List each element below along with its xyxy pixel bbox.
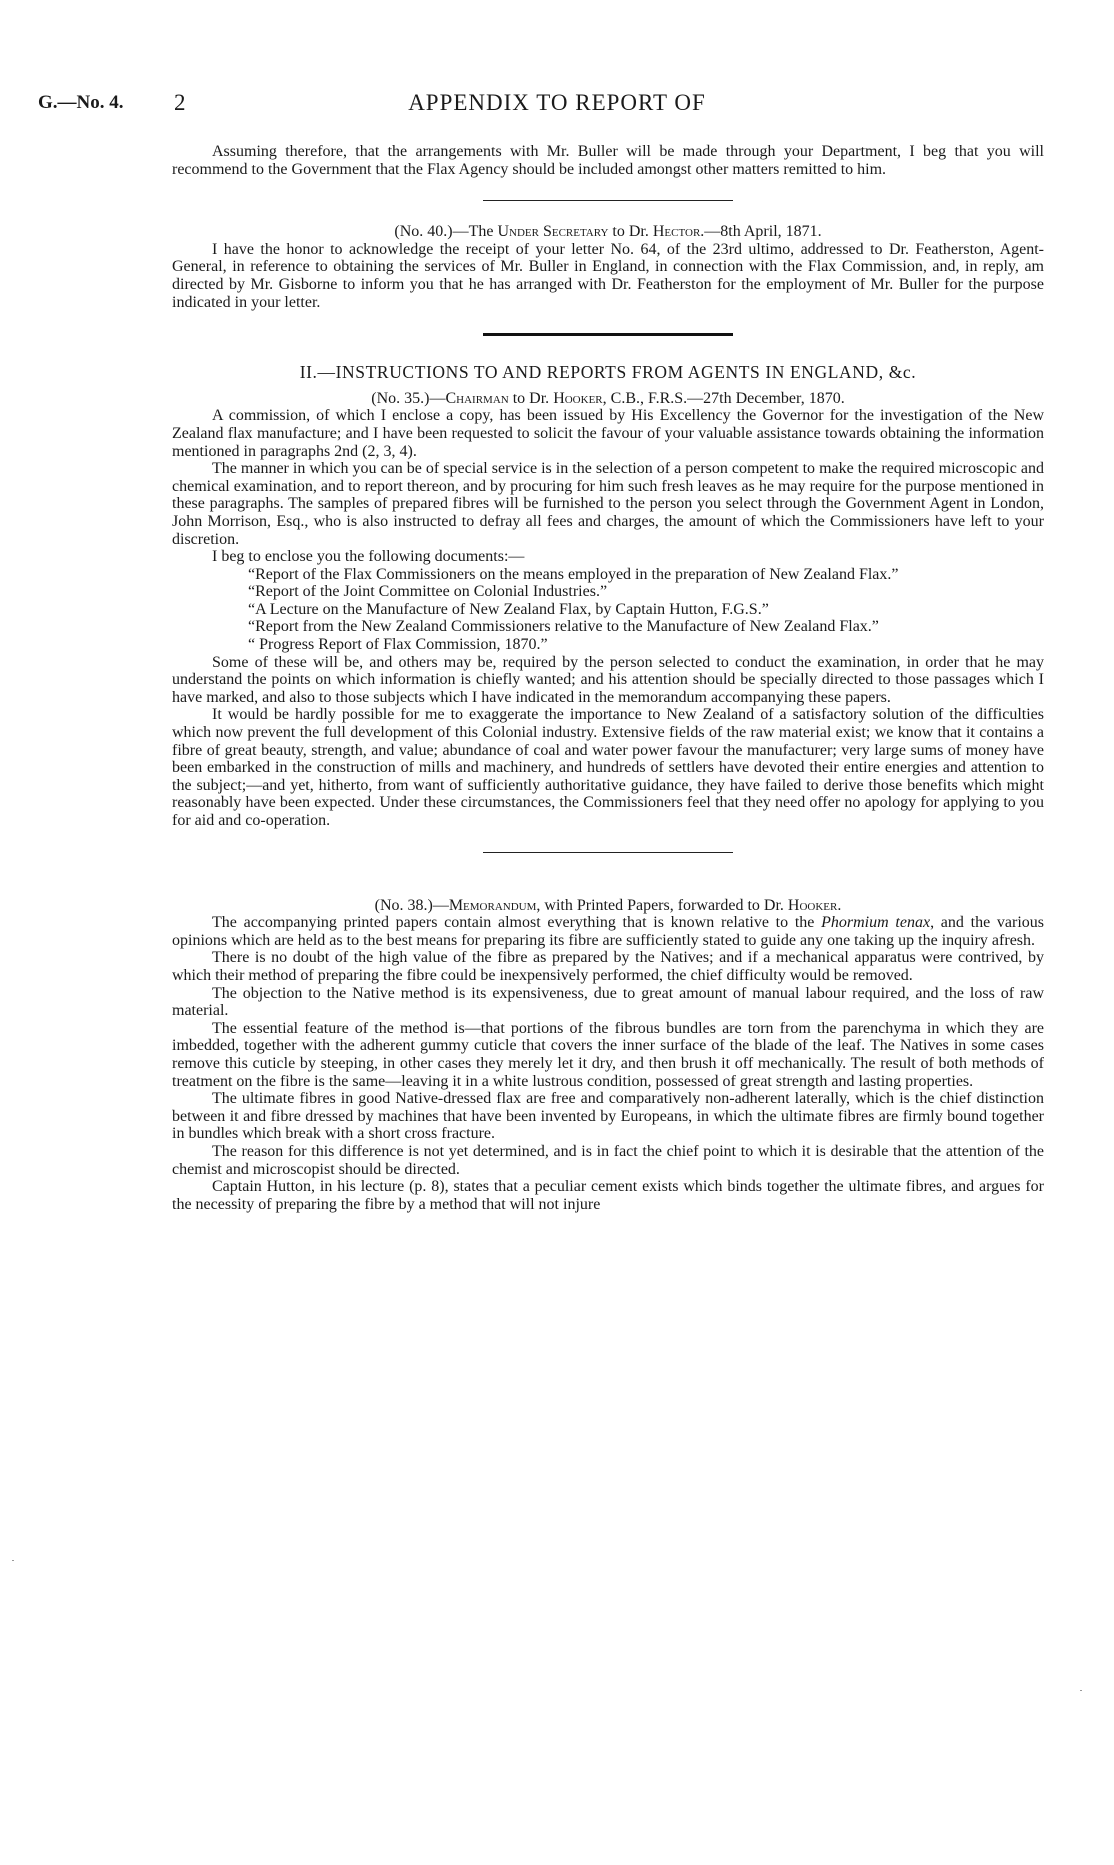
enclosed-document-item: “ Progress Report of Flax Commission, 1870.”: [248, 636, 548, 654]
scan-speck: [12, 1560, 14, 1561]
species-name: Phormium tenax: [821, 914, 931, 932]
intro-paragraph: Assuming therefore, that the arrangements with Mr. Buller will be made through your Department, I beg that you will recommend to the Government that the Flax Agency should be included amongst other matters remitted to him.: [172, 143, 1044, 178]
memo-paragraph: The reason for this difference is not yet determined, and is in fact the chief point to which it is desirable that the attention of the chemist and microscopist should be directed.: [172, 1142, 1044, 1178]
memo-paragraph: The ultimate fibres in good Native-dressed flax are free and comparatively non-adherent laterally, which is the chief distinction between it and fibre dressed by machines that have been invented by Europeans, in which the ultimate fibres are firmly bound together in bundles which break with a short cross fracture.: [172, 1090, 1044, 1143]
memo-38-heading: (No. 38.)—Memorandum, with Printed Papers, forwarded to Dr. Hooker.: [374, 896, 842, 914]
running-title: APPENDIX TO REPORT OF: [408, 90, 706, 115]
memo-paragraph: There is no doubt of the high value of the fibre as prepared by the Natives; and if a mechanical apparatus were contrived, by which their method of preparing the fibre could be inexpensively performed, the chief difficulty would be removed.: [172, 949, 1044, 984]
document-reference: G.—No. 4.: [38, 92, 124, 113]
letter-35-paragraph: Some of these will be, and others may be, required by the person selected to conduct the examination, in order that he may understand the points on which information is chiefly wanted; and his attention should be specially directed to those passages which I have marked, and also to those subjects which I have indicated in the memorandum accompanying these papers.: [172, 653, 1044, 706]
letter-35-paragraph: A commission, of which I enclose a copy, has been issued by His Excellency the Governor for the investigation of the New Zealand flax manufacture; and I have been requested to solicit the favour of your valuable assistance towards obtaining the information mentioned in paragraphs 2nd (2, 3, 4).: [172, 407, 1044, 460]
letter-40-heading: (No. 40.)—The Under Secretary to Dr. Hector.—8th April, 1871.: [394, 223, 822, 241]
enclosed-document-item: “Report of the Joint Committee on Colonial Industries.”: [248, 583, 608, 601]
scan-speck: [1080, 1690, 1082, 1691]
page-body: [172, 143, 1044, 1213]
memo-paragraph: The essential feature of the method is—that portions of the fibrous bundles are torn from the parenchyma in which they are imbedded, together with the adherent gummy cuticle that covers the inner surface of the blade of the leaf. The Natives in some cases remove this cuticle by steeping, in other cases they merely let it dry, and then brush it off mechanically. The result of both methods of treatment on the fibre is the same—leaving it in a white lustrous condition, possessed of great strength and lasting properties.: [172, 1019, 1044, 1090]
letter-35-paragraph: The manner in which you can be of special service is in the selection of a person competent to make the required microscopic and chemical examination, and to report thereon, and by procuring for him such fresh leaves as he may require for the purpose mentioned in these paragraphs. The samples of prepared fibres will be furnished to the person you select through the Government Agent in London, John Morrison, Esq., who is also instructed to defray all fees and charges, the amount of which the Commissioners have left to your discretion.: [172, 460, 1044, 548]
letter-40-body: I have the honor to acknowledge the receipt of your letter No. 64, of the 23rd ultimo, addressed to Dr. Featherston, Agent-General, in reference to obtaining the services of Mr. Buller in England, in connection with the Flax Commission, and, in reply, am directed by Mr. Gisborne to inform you that he has arranged with Dr. Featherston for the employment of Mr. Buller for the purpose indicated in your letter.: [172, 240, 1044, 311]
section-heading: II.—INSTRUCTIONS TO AND REPORTS FROM AGENTS IN ENGLAND, &c.: [299, 362, 917, 383]
enclosed-document-item: “Report from the New Zealand Commissioners relative to the Manufacture of New Zealand Flax.”: [248, 618, 879, 636]
letter-35-paragraph: It would be hardly possible for me to exaggerate the importance to New Zealand of a satisfactory solution of the difficulties which now prevent the full development of this Colonial industry. Extensive fields of the raw material exist; we know that it contains a fibre of great beauty, strength, and value; abundance of coal and water power favour the manufacturer; very large sums of money have been embarked in the construction of mills and machinery, and hundreds of settlers have devoted their entire energies and attention to the subject;—and yet, hitherto, from want of sufficiently authoritative guidance, they have failed to derive those benefits which might reasonably have been expected. Under these circumstances, the Commissioners feel that they need offer no apology for applying to you for aid and co-operation.: [172, 706, 1044, 829]
enclosed-document-item: “Report of the Flax Commissioners on the means employed in the preparation of New Zealand Flax.”: [248, 565, 899, 583]
letter-35-paragraph: I beg to enclose you the following documents:—: [212, 548, 525, 566]
memo-paragraph: The objection to the Native method is its expensiveness, due to great amount of manual labour required, and the loss of raw material.: [172, 984, 1044, 1020]
memo-paragraph: The accompanying printed papers contain almost everything that is known relative to the Phormium tenax, and the various opinions which are held as to the best means for preparing its fibre are sufficiently stated to guide any one taking up the inquiry afresh.: [172, 914, 1045, 949]
letter-35-heading: (No. 35.)—Chairman to Dr. Hooker, C.B., F.R.S.—27th December, 1870.: [371, 389, 845, 407]
memo-paragraph: Captain Hutton, in his lecture (p. 8), states that a peculiar cement exists which binds together the ultimate fibres, and argues for the necessity of preparing the fibre by a method that will not injure: [172, 1178, 1044, 1213]
enclosed-document-item: “A Lecture on the Manufacture of New Zealand Flax, by Captain Hutton, F.G.S.”: [248, 600, 769, 618]
page-number: 2: [174, 90, 186, 115]
page-header: [38, 92, 1076, 122]
